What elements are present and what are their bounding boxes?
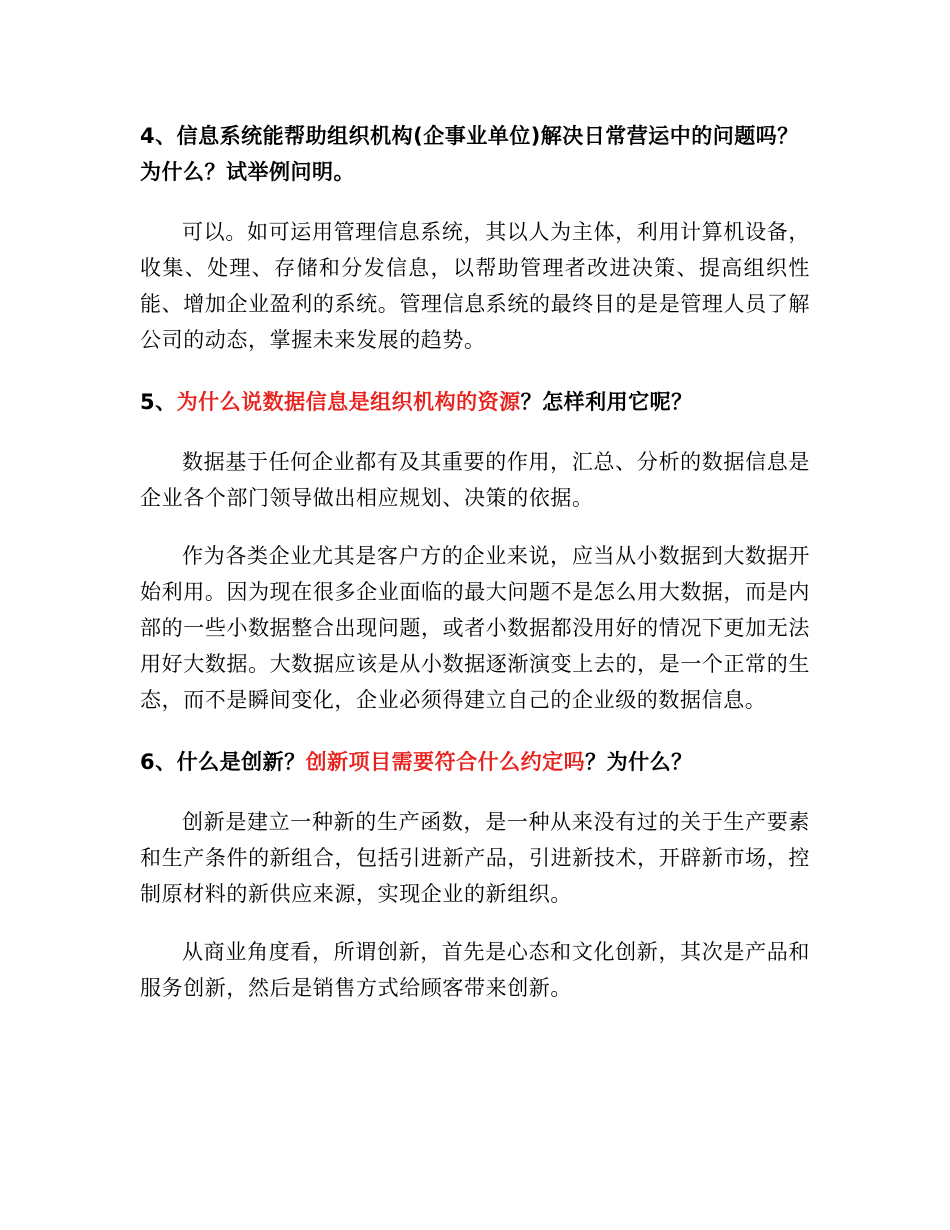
question-4-heading (140, 118, 810, 190)
question-6-heading (140, 744, 810, 780)
question-5-heading (140, 384, 810, 420)
answer-4-paragraph-1: 可以。如可运用管理信息系统，其以人为主体，利用计算机设备，收集、处理、存储和分发信息，以帮助管理者改进决策、提高组织性能、增加企业盈利的系统。管理信息系统的最终目的是是管理人员了解公司的动态，掌握未来发展的趋势。 (140, 220, 810, 352)
question-6-prefix: 6、什么是创新？ (140, 750, 306, 774)
question-6-highlight: 创新项目需要符合什么约定吗 (305, 750, 586, 774)
answer-5-paragraph-1: 数据基于任何企业都有及其重要的作用，汇总、分析的数据信息是企业各个部门领导做出相应规划、决策的依据。 (140, 450, 810, 510)
question-5-suffix: ？怎样利用它呢？ (520, 390, 693, 414)
question-5-prefix: 5、 (140, 390, 177, 414)
question-4-text: 4、信息系统能帮助组织机构(企事业单位)解决日常营运中的问题吗？为什么？试举例问明。 (140, 124, 799, 184)
question-5-highlight: 为什么说数据信息是组织机构的资源 (176, 390, 521, 414)
answer-5-paragraph-2: 作为各类企业尤其是客户方的企业来说，应当从小数据到大数据开始利用。因为现在很多企业面临的最大问题不是怎么用大数据，而是内部的一些小数据整合出现问题，或者小数据都没用好的情况下更加无法用好大数据。大数据应该是从小数据逐渐演变上去的，是一个正常的生态，而不是瞬间变化，企业必须得建立自己的企业级的数据信息。 (140, 544, 810, 712)
answer-6-paragraph-2: 从商业角度看，所谓创新，首先是心态和文化创新，其次是产品和服务创新，然后是销售方式给顾客带来创新。 (140, 940, 810, 1000)
answer-6-paragraph-1: 创新是建立一种新的生产函数，是一种从来没有过的关于生产要素和生产条件的新组合，包括引进新产品，引进新技术，开辟新市场，控制原材料的新供应来源，实现企业的新组织。 (140, 810, 810, 906)
question-6-suffix: ？为什么？ (585, 750, 693, 774)
